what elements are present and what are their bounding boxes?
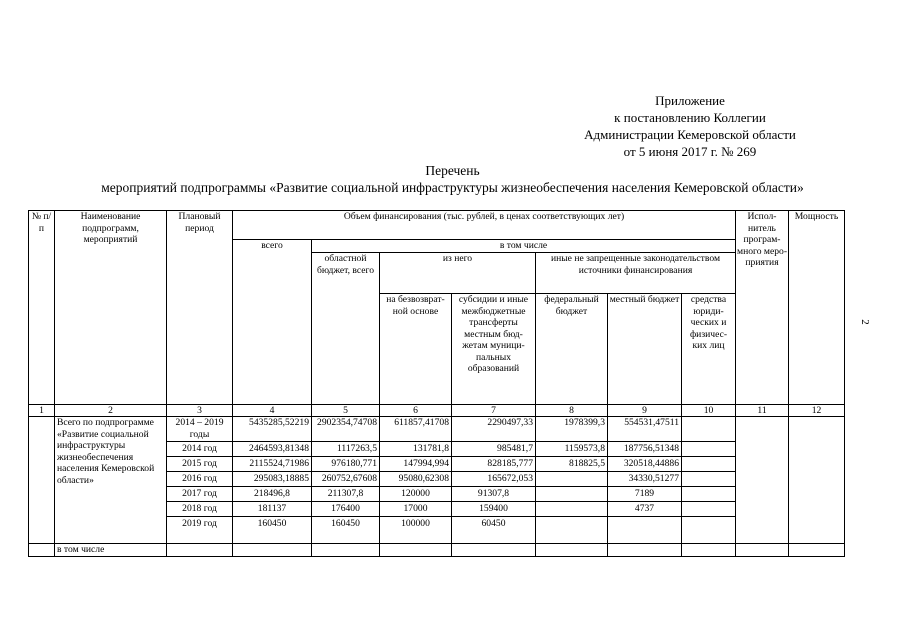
local-cell: 4737 [608, 502, 682, 517]
column-number: 4 [233, 405, 312, 417]
period-cell: 2015 год [167, 457, 233, 472]
total-cell: 5435285,52219 [233, 417, 312, 442]
header-regional: областной бюджет, всего [312, 253, 380, 405]
nonrefundable-cell: 147994,994 [380, 457, 452, 472]
regional-cell: 160450 [312, 517, 380, 544]
local-cell: 554531,47511 [608, 417, 682, 442]
legal-cell [682, 502, 736, 517]
empty-cell [789, 544, 845, 557]
header-num: № п/п [29, 211, 55, 405]
header-executor: Испол-нитель програм-много меро-приятия [736, 211, 789, 405]
header-total: всего [233, 240, 312, 405]
total-cell: 2464593,81348 [233, 442, 312, 457]
local-cell: 320518,44886 [608, 457, 682, 472]
legal-cell [682, 457, 736, 472]
legal-cell [682, 442, 736, 457]
empty-cell [536, 544, 608, 557]
appendix-line: к постановлению Коллегии [614, 110, 766, 125]
total-cell: 218496,8 [233, 487, 312, 502]
federal-cell [536, 472, 608, 487]
regional-cell: 176400 [312, 502, 380, 517]
regional-cell: 976180,771 [312, 457, 380, 472]
nonrefundable-cell: 95080,62308 [380, 472, 452, 487]
appendix-block [540, 92, 840, 160]
federal-cell [536, 517, 608, 544]
empty-cell [452, 544, 536, 557]
nonrefundable-cell: 611857,41708 [380, 417, 452, 442]
sub-row [29, 544, 845, 557]
column-number: 5 [312, 405, 380, 417]
header-including: в том числе [312, 240, 736, 253]
period-cell: 2016 год [167, 472, 233, 487]
period-cell: 2014 год [167, 442, 233, 457]
capacity-cell [789, 417, 845, 544]
column-number: 3 [167, 405, 233, 417]
federal-cell: 818825,5 [536, 457, 608, 472]
executor-cell [736, 417, 789, 544]
column-number: 8 [536, 405, 608, 417]
federal-cell: 1159573,8 [536, 442, 608, 457]
appendix-line: от 5 июня 2017 г. № 269 [623, 144, 757, 159]
financing-table [28, 210, 845, 557]
subsidies-cell: 985481,7 [452, 442, 536, 457]
subsidies-cell: 60450 [452, 517, 536, 544]
column-number: 7 [452, 405, 536, 417]
header-name: Наименование подпрограмм, мероприятий [55, 211, 167, 405]
subsidies-cell: 159400 [452, 502, 536, 517]
subsidies-cell: 91307,8 [452, 487, 536, 502]
legal-cell [682, 472, 736, 487]
column-number-row [29, 405, 845, 417]
document-title [0, 162, 905, 196]
appendix-line: Администрации Кемеровской области [584, 127, 796, 142]
empty-cell [736, 544, 789, 557]
column-number: 10 [682, 405, 736, 417]
appendix-line: Приложение [655, 93, 725, 108]
column-number: 9 [608, 405, 682, 417]
page-number: 2 [858, 319, 871, 325]
title-line: Перечень [425, 163, 480, 178]
total-cell: 2115524,71986 [233, 457, 312, 472]
period-cell: 2019 год [167, 517, 233, 544]
regional-cell: 2902354,74708 [312, 417, 380, 442]
period-cell: 2017 год [167, 487, 233, 502]
regional-cell: 211307,8 [312, 487, 380, 502]
local-cell [608, 517, 682, 544]
empty-cell [312, 544, 380, 557]
header-subsidies: субсидии и иные межбюджетные трансферты местным бюд-жетам муници-пальных образований [452, 294, 536, 405]
nonrefundable-cell: 131781,8 [380, 442, 452, 457]
subsidies-cell: 828185,777 [452, 457, 536, 472]
total-cell: 160450 [233, 517, 312, 544]
empty-cell [167, 544, 233, 557]
legal-cell [682, 487, 736, 502]
federal-cell: 1978399,3 [536, 417, 608, 442]
period-cell: 2018 год [167, 502, 233, 517]
period-cell: 2014 – 2019 годы [167, 417, 233, 442]
local-cell: 34330,51277 [608, 472, 682, 487]
header-local: местный бюджет [608, 294, 682, 405]
regional-cell: 1117263,5 [312, 442, 380, 457]
subsidies-cell: 165672,053 [452, 472, 536, 487]
header-nonrefundable: на безвозврат-ной основе [380, 294, 452, 405]
total-cell: 181137 [233, 502, 312, 517]
empty-cell [380, 544, 452, 557]
empty-cell [233, 544, 312, 557]
column-number: 1 [29, 405, 55, 417]
header-of-it: из него [380, 253, 536, 294]
local-cell: 7189 [608, 487, 682, 502]
nonrefundable-cell: 120000 [380, 487, 452, 502]
table-row [29, 417, 845, 442]
sub-label: в том числе [55, 544, 167, 557]
nonrefundable-cell: 17000 [380, 502, 452, 517]
column-number: 11 [736, 405, 789, 417]
header-row [29, 211, 845, 240]
federal-cell [536, 487, 608, 502]
local-cell: 187756,51348 [608, 442, 682, 457]
header-federal: федеральный бюджет [536, 294, 608, 405]
header-other-sources: иные не запрещенные законодательством источники финансирования [536, 253, 736, 294]
empty-cell [682, 544, 736, 557]
subsidies-cell: 2290497,33 [452, 417, 536, 442]
row-number-cell [29, 417, 55, 544]
legal-cell [682, 517, 736, 544]
empty-cell [608, 544, 682, 557]
federal-cell [536, 502, 608, 517]
nonrefundable-cell: 100000 [380, 517, 452, 544]
total-cell: 295083,18885 [233, 472, 312, 487]
title-subtitle: мероприятий подпрограммы «Развитие социальной инфраструктуры жизнеобеспечения населения Кемеровской области» [101, 180, 804, 195]
column-number: 6 [380, 405, 452, 417]
legal-cell [682, 417, 736, 442]
header-legal-entities: средства юриди-ческих и физичес-ких лиц [682, 294, 736, 405]
regional-cell: 260752,67608 [312, 472, 380, 487]
column-number: 12 [789, 405, 845, 417]
header-period: Плановый период [167, 211, 233, 405]
header-volume: Объем финансирования (тыс. рублей, в ценах соответствующих лет) [233, 211, 736, 240]
header-capacity: Мощность [789, 211, 845, 405]
column-number: 2 [55, 405, 167, 417]
row-number-cell [29, 544, 55, 557]
program-name: Всего по подпрограмме «Развитие социальной инфраструктуры жизнеобеспечения населения Кемеровской области» [55, 417, 167, 544]
